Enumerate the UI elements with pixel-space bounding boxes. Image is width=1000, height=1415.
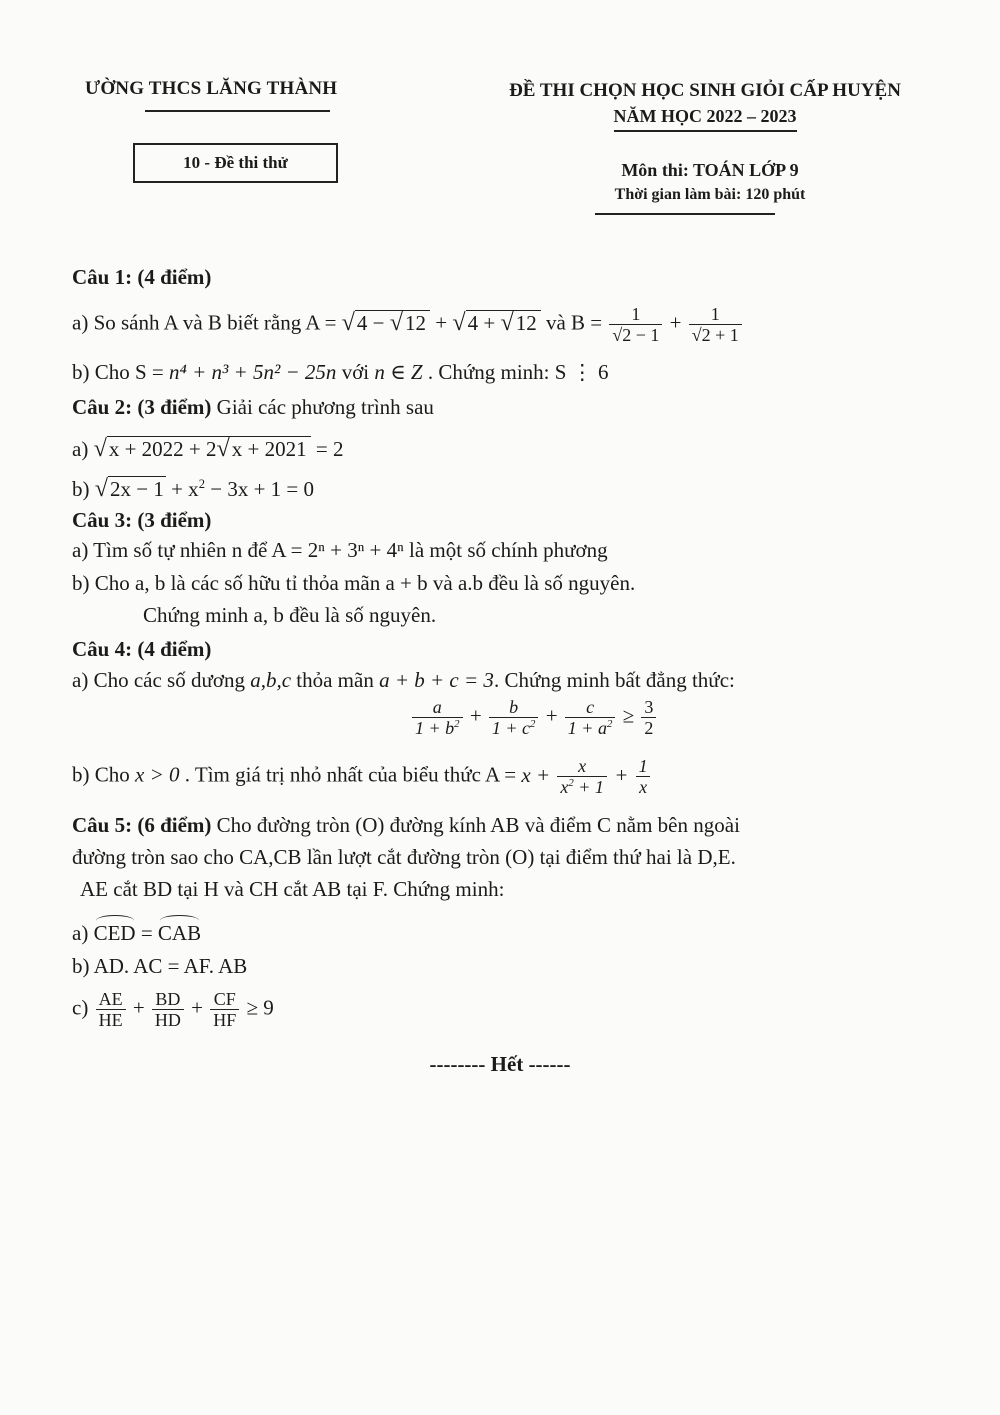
q5-c-label: c) <box>72 995 94 1020</box>
q5-line3: AE cắt BD tại H và CH cắt AB tại F. Chứng minh: <box>80 877 505 901</box>
end-marker: -------- Hết ------ <box>429 1052 571 1076</box>
q4-a-text1: a) Cho các số dương <box>72 668 251 692</box>
q4-a-text2: thỏa mãn <box>291 668 380 692</box>
q5-title: Câu 5: (6 điểm) <box>72 813 212 837</box>
q4-b-cond: x > 0 <box>135 762 180 787</box>
q1-b-domain: n ∈ Z <box>374 360 423 384</box>
q1-a-sqrt1: √4 − √12 <box>342 309 430 337</box>
q4-a-inequality: $\frac{a}{1 + b^2}$ + $\frac{b}{1 + c^2}$ + $\frac{c}{1 + a^2}$ ≥ $\frac{3}{2}$ <box>410 698 658 738</box>
q1-b-with: với <box>336 360 375 384</box>
q5-header <box>72 813 740 838</box>
q1-a-text: a) So sánh A và B biết rằng A = <box>72 310 342 335</box>
q2-part-a: a) √x + 2022 + 2√x + 2021 = 2 <box>72 435 344 462</box>
q1-a-sqrt2: √4 + √12 <box>452 309 540 337</box>
exam-label: 10 - Đề thi thử <box>183 153 288 172</box>
q5-a-label: a) <box>72 921 94 945</box>
exam-subject: Môn thi: TOÁN LỚP 9 <box>621 160 799 180</box>
exam-title: ĐỀ THI CHỌN HỌC SINH GIỎI CẤP HUYỆN <box>509 80 901 101</box>
q2-part-b <box>72 475 314 503</box>
q5-part-b: b) AD. AC = AF. AB <box>72 954 248 978</box>
school-underline <box>145 110 330 112</box>
q4-part-b <box>72 757 653 797</box>
q2-b-label: b) <box>72 477 95 501</box>
q4-title: Câu 4: (4 điểm) <box>72 637 212 661</box>
q3-part-a: a) Tìm số tự nhiên n để A = 2ⁿ + 3ⁿ + 4ⁿ là một số chính phương <box>72 538 608 562</box>
q3-part-b: b) Cho a, b là các số hữu tỉ thỏa mãn a + b và a.b đều là số nguyên. <box>72 571 636 595</box>
q5-line1: Cho đường tròn (O) đường kính AB và điểm C nằm bên ngoài <box>211 813 740 837</box>
q4-a-cond: a + b + c = 3 <box>379 668 494 692</box>
q1-b-prove: . Chứng minh: S ⋮ 6 <box>422 360 609 384</box>
school-year: NĂM HỌC 2022 – 2023 <box>614 106 797 132</box>
time-underline <box>595 213 775 215</box>
school-header <box>85 78 375 100</box>
q4-part-a <box>72 668 735 693</box>
q4-a-text3: . Chứng minh bất đẳng thức: <box>493 668 735 692</box>
exam-header <box>470 80 940 132</box>
q3-part-b-cont: Chứng minh a, b đều là số nguyên. <box>143 603 437 627</box>
exam-label-box <box>133 143 338 183</box>
q1-b-frac1: $\frac{1}{√2 - 1}$ <box>609 305 662 345</box>
q1-a-and: và B = <box>540 310 608 335</box>
q4-b-text1: b) Cho <box>72 762 135 787</box>
q2-header <box>72 395 434 420</box>
school-name: ƯỜNG THCS LĂNG THÀNH <box>85 78 338 99</box>
q1-title: Câu 1: (4 điểm) <box>72 265 212 289</box>
q4-b-expression: x + $\frac{x}{x^2 + 1}$ + $\frac{1}{x}$ <box>521 763 652 787</box>
q2-a-equation: √x + 2022 + 2√x + 2021 <box>94 435 311 463</box>
q5-part-c: c) $\frac{AE}{HE}$ + $\frac{BD}{HD}$ + $\frac{CF}{HF}$ ≥ 9 <box>72 989 274 1030</box>
exam-time: Thời gian làm bài: 120 phút <box>614 186 806 203</box>
q2-title: Câu 2: (3 điểm) <box>72 395 212 419</box>
q4-a-vars: a,b,c <box>250 668 292 692</box>
q1-b-expr: n⁴ + n³ + 5n² − 25n <box>169 360 337 384</box>
q1-b-frac2: $\frac{1}{√2 + 1}$ <box>689 305 742 345</box>
q2-title-rest: Giải các phương trình sau <box>211 395 434 419</box>
q5-line2: đường tròn sao cho CA,CB lần lượt cắt đường tròn (O) tại điểm thứ hai là D,E. <box>72 845 736 869</box>
q2-b-equation: $√2x - 1 + x^2 - 3x + 1 = 0$ <box>94 475 315 502</box>
q5-part-a: a) CED = CAB <box>72 918 201 946</box>
q1-part-b <box>72 360 608 385</box>
q4-b-text2: . Tìm giá trị nhỏ nhất của biểu thức A = <box>179 762 522 787</box>
q2-a-label: a) <box>72 437 94 461</box>
q1-part-a: a) So sánh A và B biết rằng A = √4 − √12 + √4 + √12 và B = $\frac{1}{√2 - 1}$ + $\frac{1}{√2 + 1}$ <box>72 305 744 345</box>
q3-title: Câu 3: (3 điểm) <box>72 508 212 532</box>
q1-b-text: b) Cho S = <box>72 360 170 384</box>
